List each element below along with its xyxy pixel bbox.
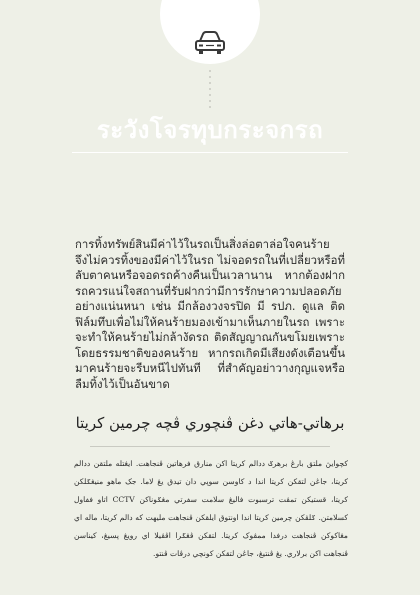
jawi-body-text: کچوايڽ ملتق بارڠ برهرݢ ددالم کريتا اکن منارق فرهاتين ڤنجاهت. ايڠتله ملتقن ددالم کريتا، جاڠن لتقکن کريتا اندا د کاوسن سوڽي دان تيدق يڠ لاما. جک ماهو منيڠݢلکن کريتا، قستيکن تمڤت ترسبوت فاليڠ سلامت سفرتي مڠݢوناکن CCTV اتاو ففاول کسلامتن. ݢلڤکن چرمين کريتا اندا اونتوق ايلقکن ڤنجاهت مليهت که دالم کريتا، ماله اي مڠاکوکن ڤنجاهت درفدا ممڤوک کريتا. لتقکن ڤڠݢرا اڤڤيلا اي رويڠ پسيڠ، کيناسن ڤنجاهت اکن برلاري. يڠ ڤنتيڠ، جاڠن لتقکن کونچي درڤات ڤنتو. bbox=[74, 459, 348, 558]
jawi-divider bbox=[90, 446, 330, 447]
jawi-heading: برهاتي-هاتي دغن ڤنچوري ڤچه چرمين کريتا bbox=[75, 414, 345, 432]
page-title: ระวังโจรทุบกระจกรถ bbox=[96, 116, 324, 144]
car-icon bbox=[193, 30, 227, 56]
title-divider bbox=[72, 152, 348, 153]
dotted-connector bbox=[209, 70, 211, 114]
thai-body-text: การทิ้งทรัพย์สินมีค่าไว้ในรถเป็นสิ่งล่อตาล่อใจคนร้าย จึงไม่ควรทิ้งของมีค่าไว้ในรถ ไม่จอดรถในที่เปลี่ยวหรือที่ลับตาคนหรือจอดรถค้างคืนเป็นเวลานาน หากต้องฝากรถควรแน่ใจสถานที่รับฝากว่ามีการรักษาความปลอดภัยอย่างแน่นหนา เช่น มีกล้องวงจรปิด มี รปภ. ดูแล ติดฟิล์มทึบเพื่อไม่ให้คนร้ายมองเข้ามาเห็นภายในรถ เพราะจะทำให้คนร้ายไม่กล้างัดรถ ติดสัญญาณกันขโมยเพราะโดยธรรมชาติของคนร้าย หากรถเกิดมีเสียงดังเตือนขึ้นมาคนร้ายจะรีบหนีไปทันที ที่สำคัญอย่าวางกุญแจหรือลืมทิ้งไว้เป็นอันขาด bbox=[75, 237, 345, 391]
